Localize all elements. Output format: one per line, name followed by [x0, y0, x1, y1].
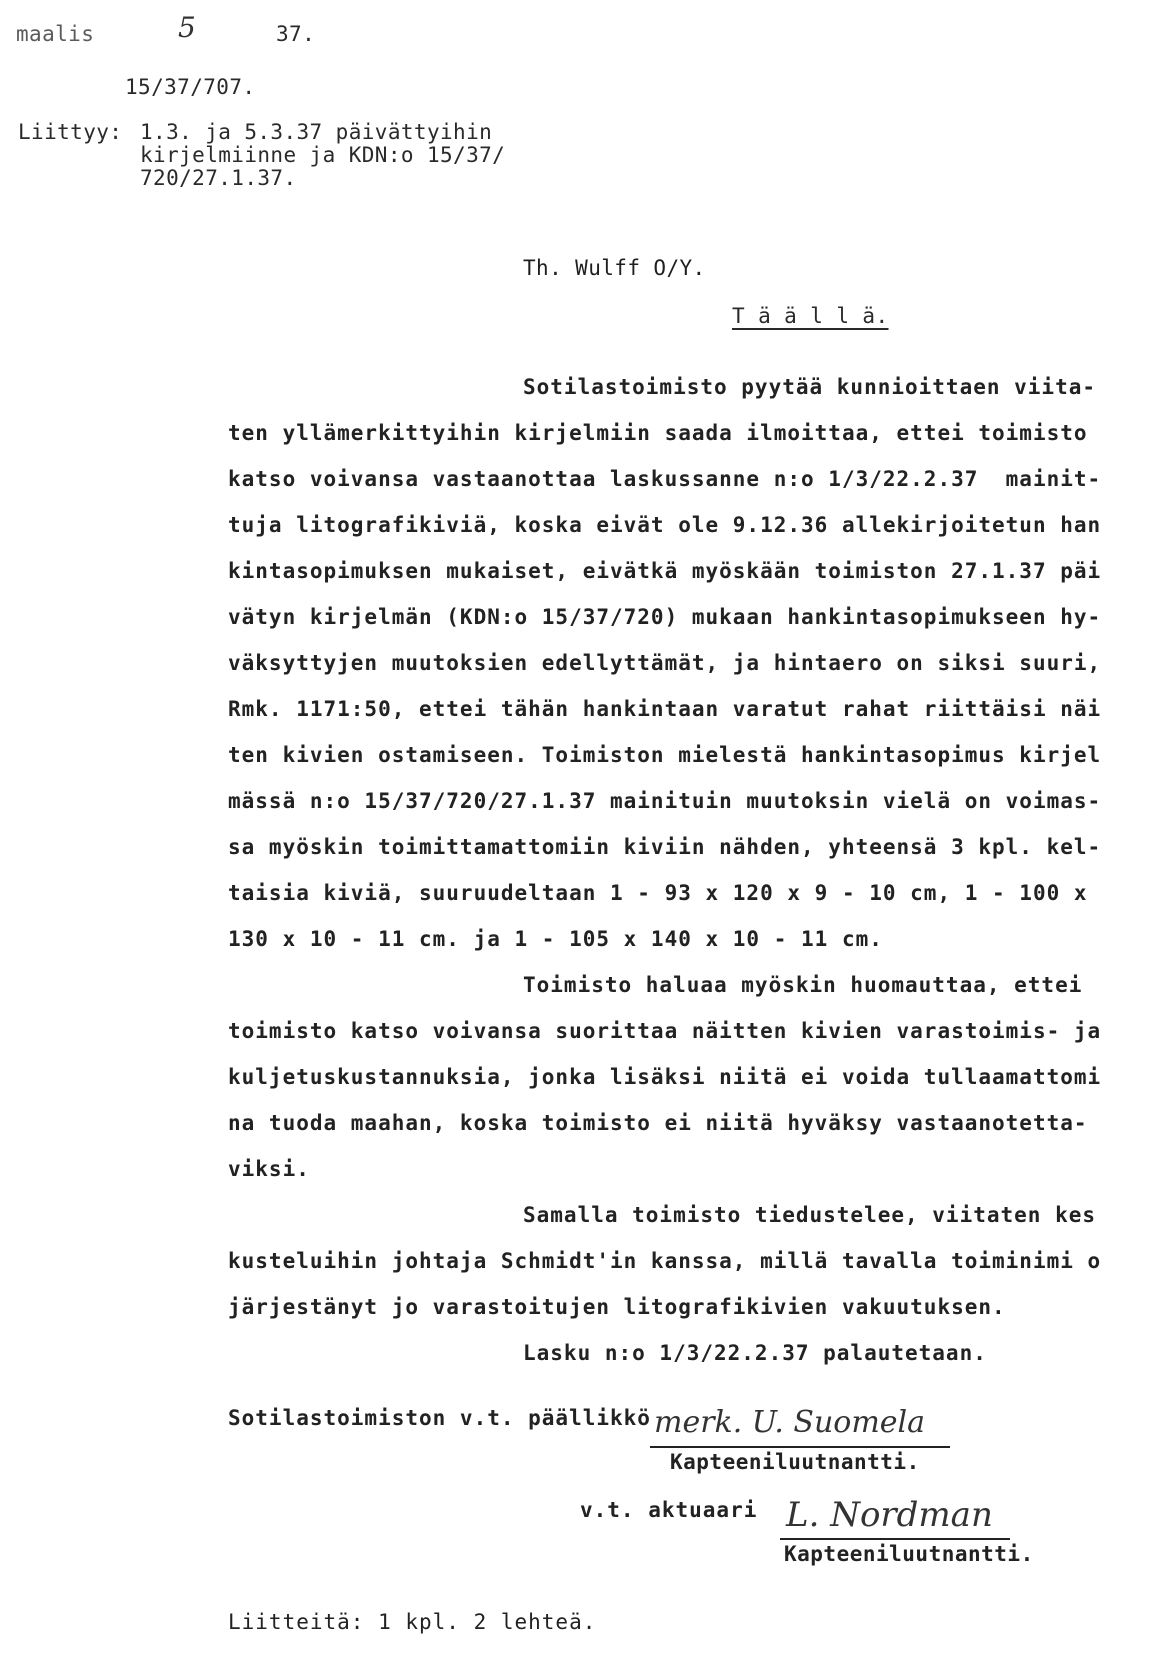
body-line: katso voivansa vastaanottaa laskussanne n:o 1/3/22.2.37 mainit- — [228, 467, 1102, 491]
body-line: na tuoda maahan, koska toimisto ei niitä hyväksy vastaanotetta- — [228, 1111, 1088, 1135]
body-line: kintasopimuksen mukaiset, eivätkä myöskään toimiston 27.1.37 päi — [228, 559, 1102, 583]
body-line: vätyn kirjelmän (KDN:o 15/37/720) mukaan hankintasopimukseen hy- — [228, 605, 1102, 629]
recipient-place: T ä ä l l ä. — [732, 304, 889, 328]
body-line: toimisto katso voivansa suorittaa näitten kivien varastoimis- ja — [228, 1019, 1102, 1043]
attachments-note: Liitteitä: 1 kpl. 2 lehteä. — [228, 1610, 597, 1634]
body-line: tuja litografikiviä, koska eivät ole 9.12.36 allekirjoitetun han — [228, 513, 1102, 537]
signature-line-1 — [650, 1446, 950, 1448]
recipient-name: Th. Wulff O/Y. — [523, 256, 706, 280]
body-line: ten kivien ostamiseen. Toimiston mielestä hankintasopimus kirjel — [228, 743, 1102, 767]
rank-2: Kapteeniluutnantti. — [784, 1542, 1034, 1566]
related-label: Liittyy: — [18, 120, 123, 144]
reference-number: 15/37/707. — [125, 75, 256, 99]
body-line: ten yllämerkittyihin kirjelmiin saada ilmoittaa, ettei toimisto — [228, 421, 1088, 445]
related-line-3: 720/27.1.37. — [140, 166, 297, 190]
body-line: kuljetuskustannuksia, jonka lisäksi niitä ei voida tullaamattomi — [228, 1065, 1102, 1089]
actuary-label: v.t. aktuaari — [580, 1498, 758, 1522]
signature-line-2 — [780, 1538, 1010, 1540]
related-line-2: kirjelmiinne ja KDN:o 15/37/ — [140, 143, 506, 167]
body-line: sa myöskin toimittamattomiin kiviin nähden, yhteensä 3 kpl. kel- — [228, 835, 1102, 859]
body-line: Sotilastoimisto pyytää kunnioittaen viita- — [523, 375, 1097, 399]
body-line: Toimisto haluaa myöskin huomauttaa, ettei — [523, 973, 1083, 997]
signature-suomela: merk. U. Suomela — [654, 1405, 926, 1440]
office-signatory-label: Sotilastoimiston v.t. päällikkö — [228, 1406, 651, 1430]
date-month: maalis — [16, 22, 95, 46]
related-line-1: 1.3. ja 5.3.37 päivättyihin — [140, 120, 493, 144]
date-day-handwritten: 5 — [178, 11, 196, 44]
body-line: väksyttyjen muutoksien edellyttämät, ja hintaero on siksi suuri, — [228, 651, 1102, 675]
body-line: 130 x 10 - 11 cm. ja 1 - 105 x 140 x 10 - 11 cm. — [228, 927, 883, 951]
body-line: Samalla toimisto tiedustelee, viitaten kes — [523, 1203, 1097, 1227]
body-line: Rmk. 1171:50, ettei tähän hankintaan varatut rahat riittäisi näi — [228, 697, 1102, 721]
body-line: Lasku n:o 1/3/22.2.37 palautetaan. — [523, 1341, 987, 1365]
body-line: järjestänyt jo varastoitujen litografikivien vakuutuksen. — [228, 1295, 1006, 1319]
signature-nordman: L. Nordman — [786, 1495, 993, 1535]
rank-1: Kapteeniluutnantti. — [670, 1450, 920, 1474]
date-year: 37. — [276, 22, 316, 46]
body-line: mässä n:o 15/37/720/27.1.37 mainituin muutoksin vielä on voimas- — [228, 789, 1102, 813]
body-line: taisia kiviä, suuruudeltaan 1 - 93 x 120 x 9 - 10 cm, 1 - 100 x — [228, 881, 1088, 905]
body-line: viksi. — [228, 1157, 310, 1181]
body-line: kusteluihin johtaja Schmidt'in kanssa, millä tavalla toiminimi o — [228, 1249, 1102, 1273]
